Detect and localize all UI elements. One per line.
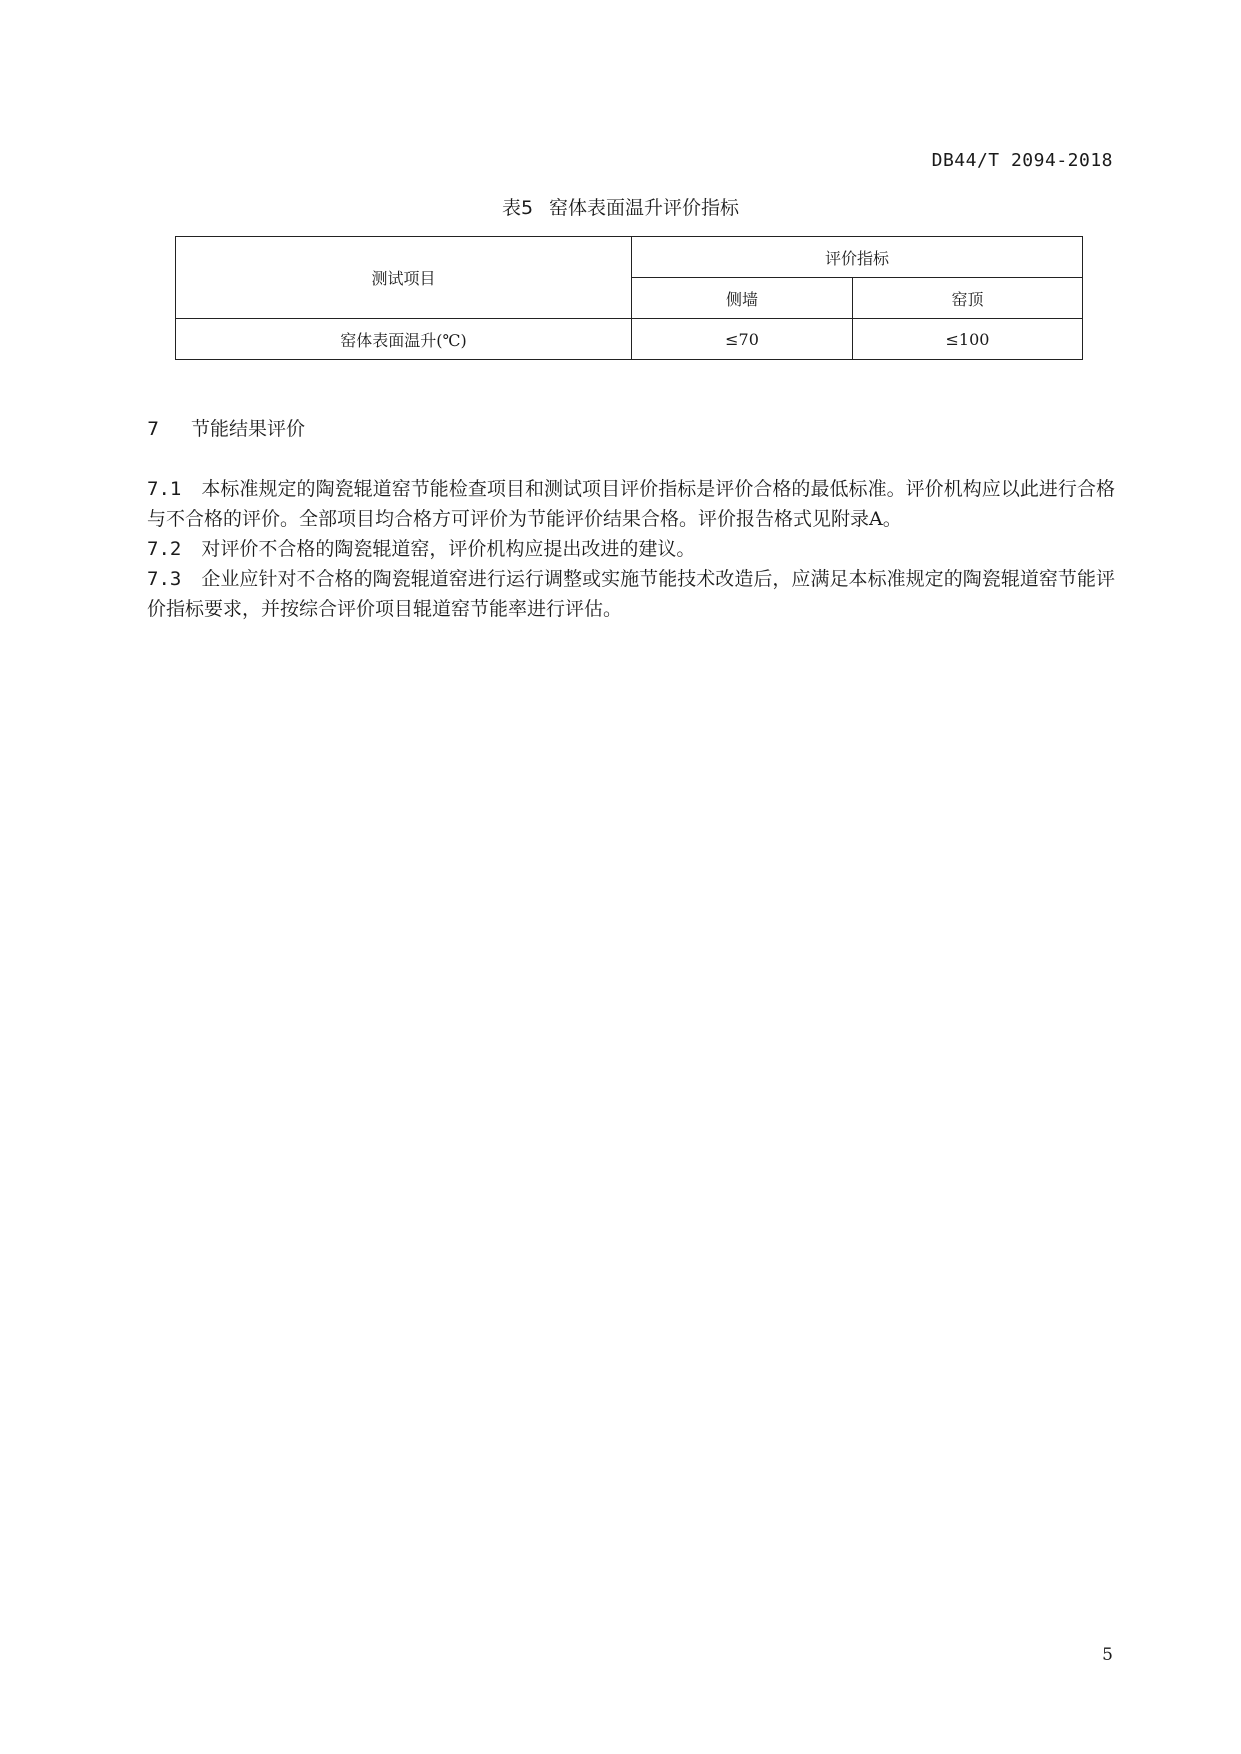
table-caption bbox=[0, 193, 1241, 220]
clause-text: 对评价不合格的陶瓷辊道窑，评价机构应提出改进的建议。 bbox=[201, 538, 696, 560]
table-number: 表5 bbox=[501, 197, 534, 219]
clause-number: 7.3 bbox=[147, 568, 182, 590]
clause-number: 7.1 bbox=[147, 478, 182, 500]
table-title: 窑体表面温升评价指标 bbox=[549, 197, 740, 219]
row-item-label: 窑体表面温升(℃) bbox=[176, 319, 632, 360]
clause-7-3 bbox=[147, 564, 1115, 624]
page-number: 5 bbox=[1102, 1645, 1113, 1665]
document-code: DB44/T 2094-2018 bbox=[931, 150, 1113, 171]
evaluation-table bbox=[175, 236, 1083, 360]
section-body bbox=[147, 474, 1115, 624]
clause-7-1 bbox=[147, 474, 1115, 534]
header-eval-index: 评价指标 bbox=[632, 237, 1083, 278]
header-test-item: 测试项目 bbox=[176, 237, 632, 319]
row-side-wall-value: ≤70 bbox=[632, 319, 853, 360]
section-heading bbox=[147, 414, 305, 441]
section-title: 节能结果评价 bbox=[191, 418, 306, 440]
section-number: 7 bbox=[147, 418, 160, 440]
clause-7-2 bbox=[147, 534, 1115, 564]
row-kiln-top-value: ≤100 bbox=[853, 319, 1083, 360]
table-header-row bbox=[176, 237, 1083, 278]
table-row bbox=[176, 319, 1083, 360]
clause-text: 企业应针对不合格的陶瓷辊道窑进行运行调整或实施节能技术改造后，应满足本标准规定的陶瓷辊道窑节能评价指标要求，并按综合评价项目辊道窑节能率进行评估。 bbox=[147, 568, 1115, 620]
subheader-side-wall: 侧墙 bbox=[632, 278, 853, 319]
clause-number: 7.2 bbox=[147, 538, 182, 560]
clause-text: 本标准规定的陶瓷辊道窑节能检查项目和测试项目评价指标是评价合格的最低标准。评价机构应以此进行合格与不合格的评价。全部项目均合格方可评价为节能评价结果合格。评价报告格式见附录A。 bbox=[147, 478, 1115, 530]
subheader-kiln-top: 窑顶 bbox=[853, 278, 1083, 319]
